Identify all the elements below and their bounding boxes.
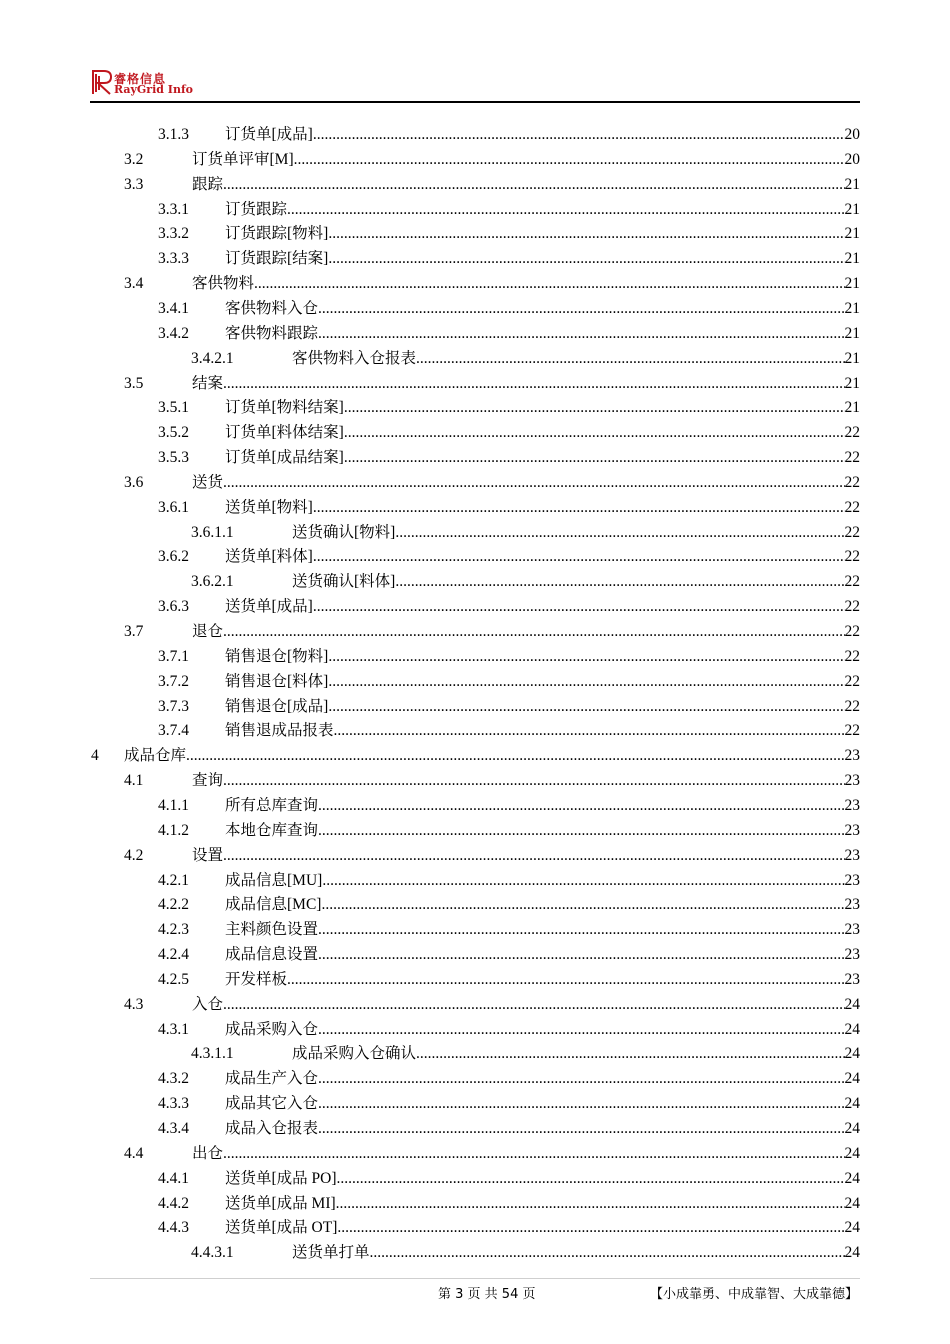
toc-entry-number: 4.4.1 [158,1169,189,1187]
toc-entry-number: 4.1.2 [158,821,189,839]
toc-dot-leader [223,1141,844,1166]
toc-entry[interactable] [0,868,860,893]
toc-entry-title: 客供物料 [192,275,255,293]
toc-entry-number: 3.4 [124,275,144,293]
toc-entry-number: 3.3 [124,175,144,193]
toc-entry-title: 送货 [192,473,224,491]
toc-entry[interactable] [0,520,860,545]
toc-dot-leader [287,967,844,992]
toc-entry-number: 3.6.1 [158,498,189,516]
toc-dot-leader [223,172,844,197]
toc-entry-number: 3.2 [124,150,144,168]
toc-entry-page: 23 [844,946,860,964]
toc-entry-title: 退仓 [192,623,224,640]
toc-entry-title: 客供物料入仓 [225,299,319,317]
toc-entry[interactable] [0,296,860,321]
footer-motto: 【小成靠勇、中成靠智、大成靠德】 [649,1287,858,1302]
toc-entry[interactable] [0,147,860,172]
toc-entry[interactable] [0,1191,860,1216]
toc-entry-number: 4.2.1 [158,871,189,889]
toc-entry[interactable] [0,793,860,818]
toc-dot-leader [313,495,845,520]
toc-dot-leader [318,296,844,321]
toc-entry-page: 22 [844,697,860,715]
toc-dot-leader [223,470,844,495]
toc-entry-title: 销售退仓[料体] [225,672,329,690]
toc-entry-page: 23 [844,970,860,988]
toc-entry[interactable] [0,594,860,619]
toc-entry-title: 送货确认[料体] [292,573,396,591]
toc-entry-title: 送货单[成品] [225,598,313,616]
toc-dot-leader [318,793,844,818]
toc-entry-title: 送货单[物料] [225,498,313,516]
toc-entry-number: 3.7.2 [158,672,189,690]
toc-entry-number: 3.6.2 [158,548,189,566]
toc-entry-title: 订货单[料体结案] [225,424,344,442]
toc-dot-leader [313,122,845,147]
toc-entry-page: 21 [844,275,860,293]
toc-entry-number: 4.4 [124,1144,144,1162]
toc-entry-page: 21 [844,324,860,342]
toc-entry-number: 3.4.1 [158,299,189,317]
toc-entry-title: 结案 [192,374,224,392]
toc-entry-number: 4 [91,747,99,765]
toc-entry-number: 4.3.3 [158,1095,189,1113]
toc-entry-title: 查询 [192,772,224,790]
toc-entry-title: 订货单[成品结案] [225,449,344,467]
toc-entry[interactable] [0,420,860,445]
toc-entry-number: 3.5.2 [158,424,189,442]
toc-entry[interactable] [0,470,860,495]
toc-entry-number: 4.4.3.1 [191,1244,234,1262]
toc-entry-number: 4.2.3 [158,921,189,939]
toc-dot-leader [318,1066,844,1091]
header-divider [90,101,860,103]
toc-entry-page: 23 [844,921,860,939]
toc-dot-leader [344,445,845,470]
toc-entry-number: 3.7.4 [158,722,189,740]
toc-entry[interactable] [0,172,860,197]
toc-entry[interactable] [0,1166,860,1191]
footer-divider [90,1278,860,1279]
toc-entry[interactable] [0,346,860,371]
toc-entry-number: 4.2 [124,846,144,864]
toc-dot-leader [223,371,844,396]
toc-entry-number: 3.5.3 [158,449,189,467]
toc-entry[interactable] [0,743,860,768]
toc-dot-leader [318,942,844,967]
toc-entry-page: 20 [844,126,860,143]
toc-dot-leader [223,992,844,1017]
toc-entry-page: 21 [844,225,860,243]
toc-entry-title: 设置 [192,846,224,864]
toc-entry-page: 22 [844,623,860,640]
toc-entry[interactable] [0,1116,860,1141]
toc-entry-title: 出仓 [192,1144,224,1162]
toc-entry-page: 23 [844,747,860,765]
toc-dot-leader [344,395,845,420]
toc-entry-number: 4.2.4 [158,946,189,964]
toc-entry-page: 22 [844,672,860,690]
toc-entry[interactable] [0,395,860,420]
toc-dot-leader [186,743,844,768]
toc-entry[interactable] [0,992,860,1017]
toc-entry-title: 成品入仓报表 [225,1120,319,1137]
toc-dot-leader [322,868,844,893]
toc-entry-title: 订货单[物料结案] [225,399,344,417]
toc-entry-title: 本地仓库查询 [225,821,319,839]
toc-entry-number: 4.3.2 [158,1070,189,1088]
toc-entry-number: 3.6.1.1 [191,523,234,541]
toc-entry-page: 24 [844,1194,860,1212]
toc-entry-number: 3.1.3 [158,126,189,143]
toc-dot-leader [370,1240,845,1265]
toc-entry-title: 销售退仓[物料] [225,647,329,665]
toc-entry-page: 20 [844,150,860,168]
toc-entry-number: 3.7 [124,623,144,640]
toc-entry-page: 21 [844,349,860,367]
toc-entry-page: 22 [844,722,860,740]
toc-entry-title: 成品生产入仓 [225,1070,319,1088]
toc-entry[interactable] [0,1141,860,1166]
toc-entry[interactable] [0,122,860,147]
toc-entry-number: 4.2.2 [158,896,189,914]
toc-entry-page: 22 [844,473,860,491]
toc-entry-page: 22 [844,523,860,541]
toc-entry-title: 所有总库查询 [225,796,319,814]
logo-english-name: RayGrid Info [114,83,194,96]
toc-entry-page: 24 [844,1070,860,1088]
toc-entry-number: 3.5.1 [158,399,189,417]
toc-entry[interactable] [0,1091,860,1116]
toc-entry[interactable] [0,569,860,594]
toc-dot-leader [223,619,844,644]
toc-entry-page: 21 [844,250,860,268]
toc-entry-number: 4.3 [124,995,144,1013]
toc-entry-number: 3.4.2.1 [191,349,234,367]
toc-entry[interactable] [0,445,860,470]
toc-dot-leader [395,569,844,594]
toc-entry-title: 客供物料跟踪 [225,324,319,342]
toc-entry-title: 成品信息[MC] [225,896,322,914]
toc-entry-title: 销售退仓[成品] [225,697,329,715]
toc-entry[interactable] [0,843,860,868]
toc-dot-leader [416,346,844,371]
toc-entry-page: 21 [844,399,860,417]
toc-dot-leader [416,1041,844,1066]
toc-entry-title: 销售退成品报表 [225,722,334,740]
toc-entry-page: 23 [844,821,860,839]
toc-entry-title: 成品采购入仓 [225,1020,319,1038]
toc-entry-page: 24 [844,1144,860,1162]
toc-entry[interactable] [0,1017,860,1042]
toc-entry-page: 24 [844,1095,860,1113]
toc-entry-number: 4.3.1 [158,1020,189,1038]
toc-dot-leader [223,768,844,793]
toc-entry-page: 24 [844,1120,860,1137]
toc-entry-number: 3.7.3 [158,697,189,715]
logo-chinese-name: 睿格信息 [114,72,167,86]
toc-entry-title: 入仓 [192,995,224,1013]
toc-entry[interactable] [0,818,860,843]
toc-entry-page: 23 [844,846,860,864]
toc-dot-leader [223,843,844,868]
toc-entry-title: 送货确认[物料] [292,523,396,541]
toc-entry-page: 23 [844,796,860,814]
toc-dot-leader [328,221,844,246]
toc-entry[interactable] [0,644,860,669]
toc-entry[interactable] [0,619,860,644]
toc-entry-page: 21 [844,299,860,317]
toc-entry-page: 24 [844,1219,860,1237]
toc-entry-title: 订货跟踪 [225,200,288,218]
toc-entry-title: 成品信息设置 [225,946,319,964]
toc-entry-page: 24 [844,1045,860,1063]
toc-entry[interactable] [0,718,860,743]
toc-dot-leader [318,1091,844,1116]
page-number: 第 3 页 共 54 页 [438,1287,536,1302]
toc-entry[interactable] [0,371,860,396]
toc-entry-page: 21 [844,200,860,218]
toc-entry-page: 22 [844,647,860,665]
toc-entry-page: 23 [844,871,860,889]
toc-entry[interactable] [0,321,860,346]
toc-entry-title: 成品仓库 [124,747,187,765]
toc-entry-title: 送货单[成品 PO] [225,1169,337,1187]
toc-entry-title: 送货单打单 [292,1244,370,1262]
toc-entry[interactable] [0,544,860,569]
raygrid-logo-icon [90,68,116,96]
toc-dot-leader [395,520,844,545]
toc-entry[interactable] [0,1041,860,1066]
toc-entry-page: 22 [844,573,860,591]
toc-entry-title: 送货单[成品 OT] [225,1219,338,1237]
toc-entry[interactable] [0,1215,860,1240]
toc-entry-page: 24 [844,1244,860,1262]
toc-entry-number: 4.3.1.1 [191,1045,234,1063]
toc-dot-leader [294,147,845,172]
toc-entry-title: 订货跟踪[结案] [225,250,329,268]
toc-entry-page: 22 [844,424,860,442]
toc-dot-leader [328,644,844,669]
toc-entry-number: 3.6 [124,473,144,491]
toc-entry-number: 4.3.4 [158,1120,189,1137]
toc-entry-number: 3.3.2 [158,225,189,243]
toc-entry-number: 3.4.2 [158,324,189,342]
toc-entry-number: 4.1.1 [158,796,189,814]
toc-entry-title: 送货单[成品 MI] [225,1194,336,1212]
toc-dot-leader [334,718,845,743]
toc-dot-leader [336,1191,845,1216]
toc-entry-page: 24 [844,1169,860,1187]
toc-dot-leader [318,917,844,942]
toc-entry[interactable] [0,967,860,992]
toc-entry-number: 3.3.3 [158,250,189,268]
toc-entry-title: 主料颜色设置 [225,921,319,939]
toc-entry[interactable] [0,221,860,246]
toc-entry[interactable] [0,246,860,271]
toc-entry-number: 3.3.1 [158,200,189,218]
toc-entry[interactable] [0,495,860,520]
toc-dot-leader [313,544,845,569]
toc-entry-page: 24 [844,995,860,1013]
toc-entry[interactable] [0,942,860,967]
toc-entry-number: 3.5 [124,374,144,392]
toc-entry-number: 4.4.3 [158,1219,189,1237]
toc-entry[interactable] [0,917,860,942]
toc-entry-title: 送货单[料体] [225,548,313,566]
toc-dot-leader [337,1215,844,1240]
toc-entry-page: 21 [844,374,860,392]
toc-dot-leader [328,246,844,271]
toc-dot-leader [337,1166,845,1191]
toc-entry-title: 订货单评审[M] [192,150,294,168]
toc-dot-leader [318,1017,844,1042]
toc-entry-title: 跟踪 [192,175,224,193]
toc-dot-leader [328,694,844,719]
toc-dot-leader [287,197,844,222]
toc-entry-number: 3.6.3 [158,598,189,616]
toc-entry-title: 客供物料入仓报表 [292,349,417,367]
toc-entry-page: 24 [844,1020,860,1038]
toc-entry[interactable] [0,768,860,793]
toc-entry-title: 成品采购入仓确认 [292,1045,417,1063]
toc-entry[interactable] [0,1066,860,1091]
toc-entry-number: 4.2.5 [158,970,189,988]
toc-dot-leader [318,1116,844,1141]
toc-entry[interactable] [0,892,860,917]
toc-dot-leader [313,594,845,619]
company-logo [90,68,230,98]
toc-entry-number: 4.4.2 [158,1194,189,1212]
toc-entry-number: 3.6.2.1 [191,573,234,591]
toc-dot-leader [328,669,844,694]
toc-entry-page: 23 [844,772,860,790]
toc-entry[interactable] [0,197,860,222]
toc-entry-title: 成品信息[MU] [225,871,323,889]
toc-entry[interactable] [0,1240,860,1265]
toc-entry-page: 22 [844,548,860,566]
toc-entry-page: 22 [844,598,860,616]
toc-entry[interactable] [0,271,860,296]
toc-entry-number: 4.1 [124,772,144,790]
toc-entry-title: 订货单[成品] [225,126,313,143]
toc-entry[interactable] [0,694,860,719]
toc-dot-leader [318,818,844,843]
toc-entry-number: 3.7.1 [158,647,189,665]
toc-entry-page: 21 [844,175,860,193]
toc-entry-title: 订货跟踪[物料] [225,225,329,243]
toc-entry-page: 22 [844,449,860,467]
toc-entry[interactable] [0,669,860,694]
toc-dot-leader [344,420,845,445]
toc-entry-page: 22 [844,498,860,516]
toc-entry-title: 成品其它入仓 [225,1095,319,1113]
toc-entry-title: 开发样板 [225,970,288,988]
toc-dot-leader [321,892,844,917]
toc-entry-page: 23 [844,896,860,914]
toc-dot-leader [318,321,844,346]
toc-dot-leader [254,271,844,296]
